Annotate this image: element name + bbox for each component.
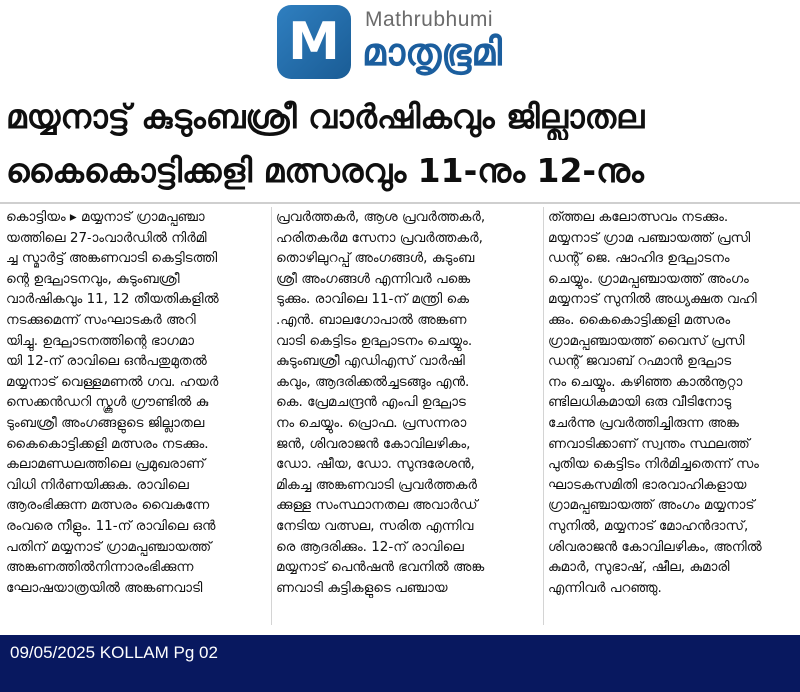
column-line: ചെയ്യും. ഗ്രാമപ്പഞ്ചായത്ത് അംഗം [548, 270, 749, 287]
column-line: രംവരെ നീളും. 11-ന് രാവിലെ ഒൻ [6, 517, 216, 534]
column-line: യി 12-ന് രാവിലെ ഒൻപതുമുതൽ [6, 353, 207, 370]
column-line: പ്രവർത്തകർ, ആശ പ്രവർത്തകർ, [276, 209, 486, 225]
column-line: തൊഴിലുറപ്പ് അംഗങ്ങൾ, കുടുംബ [276, 250, 475, 267]
column-line: .എൻ. ബാലഗോപാൽ അങ്കണ [276, 311, 467, 328]
column-line: ണവാടി കുട്ടികളുടെ പഞ്ചായ [276, 579, 448, 596]
footer-date-page: 09/05/2025 KOLLAM Pg 02 [10, 643, 218, 662]
column-line: ഘോഷയാത്രയിൽ അങ്കണവാടി [6, 579, 203, 596]
column-line: പതിന് മയ്യനാട് ഗ്രാമപ്പഞ്ചായത്ത് [6, 538, 212, 555]
column-line: കുടുംബശ്രീ എഡിഎസ് വാർഷി [276, 353, 465, 370]
headline-line-1: മയ്യനാട്ട് കുടുംബശ്രീ വാർഷികവും ജില്ലാതല [6, 97, 645, 136]
column-line: ഡന്റ് ജവാബ് റഹ്മാൻ ഉദ്ഘാട [548, 353, 732, 370]
column-line: ടുംബശ്രീ അംഗങ്ങളുടെ ജില്ലാതല [6, 414, 205, 431]
column-line: വിധി നിർണയിക്കുക. രാവിലെ [6, 476, 189, 493]
column-line: നടക്കുമെന്ന് സംഘാടകർ അറി [6, 311, 196, 328]
column-line: മികച്ച അങ്കണവാടി പ്രവർത്തകർ [276, 476, 477, 493]
column-line: കൊട്ടിയം ▸ മയ്യനാട് ഗ്രാമപ്പഞ്ചാ [6, 209, 205, 225]
column-line: കലാമണ്ഡലത്തിലെ പ്രമുഖരാണ് [6, 456, 205, 473]
brand-name-malayalam: മാതൃഭൂമി [362, 30, 502, 74]
column-line: പുതിയ കെട്ടിടം നിർമിച്ചതെന്ന് സം [548, 456, 759, 473]
column-line: കെ. പ്രേമചന്ദ്രൻ എംപി ഉദ്ഘാട [276, 394, 466, 411]
column-line: സെക്കൻഡറി സ്കൂൾ ഗ്രൗണ്ടിൽ കു [6, 394, 209, 411]
column-line: ശ്രീ അംഗങ്ങൾ എന്നിവർ പങ്കെ [276, 270, 471, 287]
column-line: ഹരിതകർമ സേനാ പ്രവർത്തകർ, [276, 229, 483, 246]
column-line: ക്കുള്ള സംസ്ഥാനതല അവാർഡ് [276, 497, 478, 514]
column-line: മയ്യനാട് വെള്ളമണൽ ഗവ. ഹയർ [6, 373, 219, 390]
column-line: ഗ്രാമപ്പഞ്ചായത്ത് അംഗം മയ്യനാട് [548, 497, 755, 514]
article-column-1 [6, 207, 268, 598]
headline-divider [0, 202, 800, 204]
column-line: വാടി കെട്ടിടം ഉദ്ഘാടനം ചെയ്യും. [276, 332, 473, 349]
logo-letter: M [288, 12, 340, 72]
column-line: അങ്കണത്തിൽനിന്നാരംഭിക്കുന്ന [6, 559, 194, 576]
column-line: യിച്ചു. ഉദ്ഘാടനത്തിന്റെ ഭാഗമാ [6, 332, 194, 349]
column-line: ച്ച സ്മാർട്ട് അങ്കണവാടി കെട്ടിടത്തി [6, 250, 218, 267]
column-line: ചേർന്നു പ്രവർത്തിച്ചിരുന്ന അങ്ക [548, 414, 739, 431]
column-line: കവും, ആദരിക്കൽച്ചടങ്ങും എൻ. [276, 373, 470, 390]
column-divider [543, 207, 544, 625]
column-line: ടുക്കും. രാവിലെ 11-ന് മന്ത്രി കെ [276, 291, 469, 308]
column-line: ഡോ. ഷീയ, ഡോ. സുന്ദരേശൻ, [276, 456, 475, 473]
column-divider [271, 207, 272, 625]
brand-name-english: Mathrubhumi [365, 8, 494, 31]
column-line: നേടിയ വത്സല, സരിത എന്നിവ [276, 517, 474, 534]
column-line: രെ ആദരിക്കും. 12-ന് രാവിലെ [276, 538, 464, 555]
column-line: ജൻ, ശിവരാജൻ കോവിലഴികം, [276, 435, 471, 452]
column-line: ഡന്റ് ജെ. ഷാഹിദ ഉദ്ഘാടനം [548, 250, 730, 267]
column-line: സുനിൽ, മയ്യനാട് മോഹൻദാസ്, [548, 517, 749, 534]
column-line: മയ്യനാട് പെൻഷൻ ഭവനിൽ അങ്ക [276, 559, 485, 576]
column-line: കൈകൊട്ടിക്കളി മത്സരം നടക്കും. [6, 435, 209, 452]
article-column-2 [276, 207, 540, 598]
column-line: ത്ത്തല കലോത്സവം നടക്കും. [548, 209, 729, 225]
column-line: കുമാർ, സുഭാഷ്, ഷീല, കുമാരി [548, 559, 730, 576]
column-line: ആരംഭിക്കുന്ന മത്സരം വൈകുന്നേ [6, 497, 210, 514]
column-line: മയ്യനാട് സുനിൽ അധ്യക്ഷത വഹി [548, 291, 757, 308]
column-line: ന്റെ ഉദ്ഘാടനവും, കുടുംബശ്രീ [6, 270, 180, 287]
column-line: വാർഷികവും 11, 12 തീയതികളിൽ [6, 291, 219, 308]
mathrubhumi-logo-icon [277, 5, 351, 79]
column-line: യത്തിലെ 27-ാംവാർഡിൽ നിർമി [6, 229, 207, 246]
masthead [0, 0, 800, 88]
column-line: ശിവരാജൻ കോവിലഴികം, അനിൽ [548, 538, 762, 555]
headline-line-2: കൈകൊട്ടിക്കളി മത്സരവും 11-നും 12-നും [6, 151, 644, 190]
column-line: മയ്യനാട് ഗ്രാമ പഞ്ചായത്ത് പ്രസി [548, 229, 751, 246]
column-line: എന്നിവർ പറഞ്ഞു. [548, 579, 662, 596]
column-line: ഘാടകസമിതി ഭാരവാഹികളായ [548, 476, 747, 493]
article-column-3 [548, 207, 796, 598]
column-line: ഗ്രാമപ്പഞ്ചായത്ത് വൈസ് പ്രസി [548, 332, 745, 349]
column-line: ണ്ടിലധികമായി ഒരു വീടിനോടു [548, 394, 732, 411]
column-line: ണവാടിക്കാണ് സ്വന്തം സ്ഥലത്ത് [548, 435, 750, 452]
column-line: നം ചെയ്യും. പ്രൊഫ. പ്രസന്നരാ [276, 414, 467, 431]
footer-bar [0, 635, 800, 692]
column-line: നം ചെയ്യും. കഴിഞ്ഞ കാൽനൂറ്റാ [548, 373, 743, 390]
column-line: ക്കും. കൈകൊട്ടിക്കളി മത്സരം [548, 311, 731, 328]
